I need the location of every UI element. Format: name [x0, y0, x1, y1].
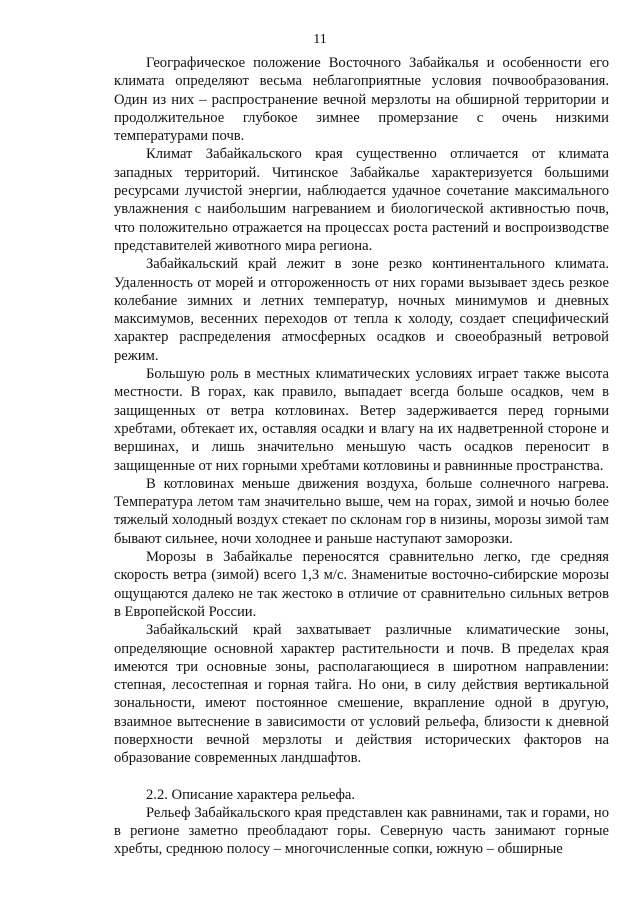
paragraph-geography: Географическое положение Восточного Забайкалья и особенности его климата определяют весьма неблагоприятные условия почвообразования. Один из них – распространение вечной мерзлоты на обширной территории и продолжительное глубокое зимнее промерзание с очень низкими температурами почв.: [114, 55, 609, 145]
paragraph-climate-zones: Забайкальский край захватывает различные климатические зоны, определяющие основной характер растительности и почв. В пределах края имеются три основные зоны, располагающиеся в широтном направлении: степная, лесостепная и горная тайга. Но они, в силу действия вертикальной зональности, имеют постоянное смешение, вкрапление одной в другую, взаимное вытеснение в зависимости от условий рельефа, близости к дневной поверхности вечной мерзлоты и действия исторических факторов на образование современных ландшафтов.: [114, 622, 609, 767]
paragraph-climate: Климат Забайкальского края существенно отличается от климата западных территорий. Читинское Забайкалье характеризуется большими ресурсами лучистой энергии, наблюдается удачное сочетание максимального увлажнения с наибольшим нагреванием и биологической активностью почв, что положительно отражается на процессах роста растений и воспроизводстве представителей животного мира региона.: [114, 146, 609, 254]
paragraph-frost: Морозы в Забайкалье переносятся сравнительно легко, где средняя скорость ветра (зимой) всего 1,3 м/с. Знаменитые восточно-сибирские морозы ощущаются далеко не так жестоко в отличие от сравнительно сильных ветров в Европейской России.: [114, 549, 609, 620]
paragraph-continental-climate: Забайкальский край лежит в зоне резко континентального климата. Удаленность от морей и отгороженность от них горами вызывает здесь резкое колебание зимних и летних температур, ночных минимумов и дневных максимумов, весенних переходов от тепла к холоду, создает специфический характер распределения атмосферных осадков и своеобразный ветровой режим.: [114, 256, 609, 364]
paragraph-basins: В котловинах меньше движения воздуха, больше солнечного нагрева. Температура летом там значительно выше, чем на горах, зимой и ночью более тяжелый холодный воздух стекает по склонам гор в низины, морозы зимой там бывают сильнее, ночи холоднее и раньше наступают заморозки.: [114, 475, 609, 547]
page-number: 11: [313, 32, 327, 47]
section-heading: 2.2. Описание характера рельефа.: [146, 786, 356, 803]
document-body: [114, 54, 609, 859]
paragraph-altitude: Большую роль в местных климатических условиях играет также высота местности. В горах, как правило, выпадает всегда больше осадков, чем в защищенных от ветра котловинах. Ветер задерживается перед горными хребтами, обтекает их, оставляя осадки и влагу на их надветренной стороне и вершинах, и лишь значительно меньшую часть осадков переносит в защищенные от них горными хребтами котловины и равнинные пространства.: [114, 366, 609, 474]
paragraph-relief: Рельеф Забайкальского края представлен как равнинами, так и горами, но в регионе заметно преобладают горы. Северную часть занимают горные хребты, среднюю полосу – многочисленные сопки, южную – обширные: [114, 804, 609, 858]
